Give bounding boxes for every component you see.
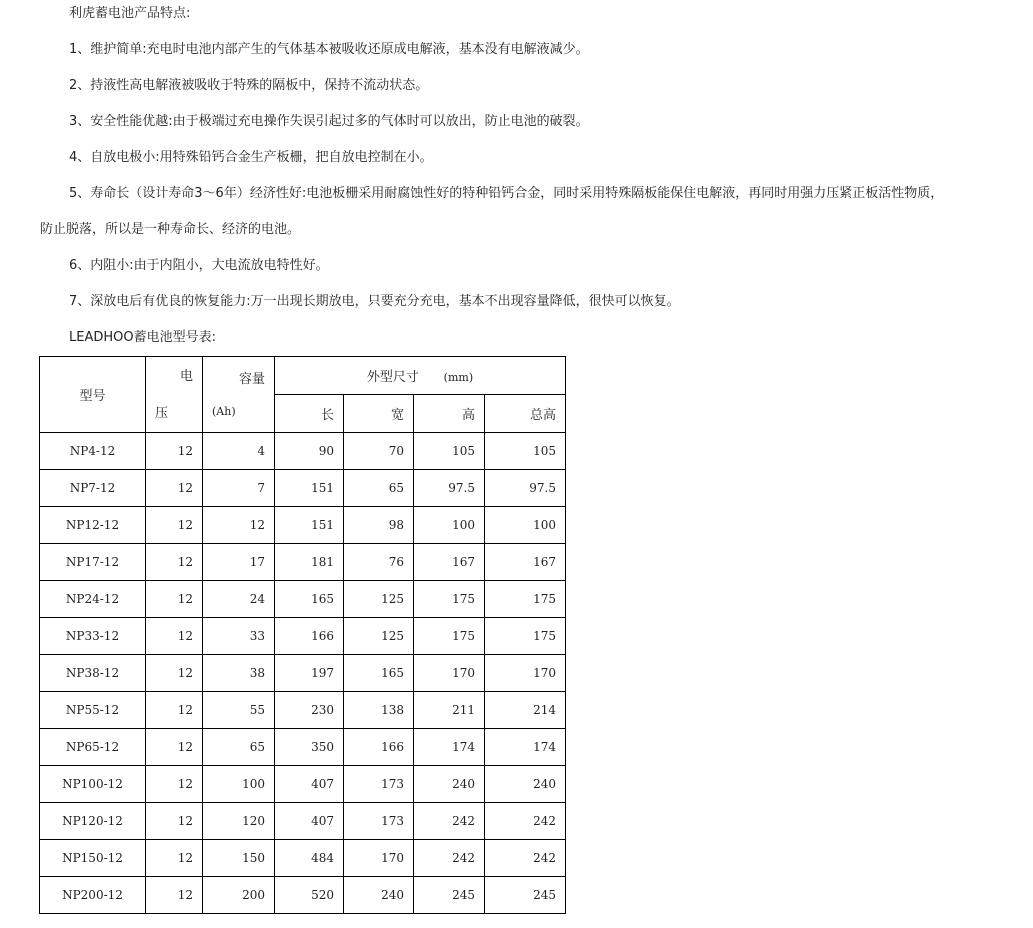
header-capacity: 容量 (Ah) (203, 357, 275, 433)
cell-width: 138 (344, 692, 414, 729)
cell-width: 125 (344, 618, 414, 655)
cell-total-height: 175 (485, 581, 566, 618)
cell-total-height: 167 (485, 544, 566, 581)
cell-length: 181 (275, 544, 344, 581)
cell-model: NP150-12 (40, 840, 146, 877)
table-row (40, 544, 566, 581)
cell-capacity: 4 (203, 433, 275, 470)
cell-total-height: 214 (485, 692, 566, 729)
table-row (40, 803, 566, 840)
cell-model: NP17-12 (40, 544, 146, 581)
table-row (40, 877, 566, 914)
cell-total-height: 175 (485, 618, 566, 655)
cell-voltage: 12 (146, 840, 203, 877)
cell-capacity: 200 (203, 877, 275, 914)
table-row (40, 729, 566, 766)
feature-item: 2、持液性高电解液被吸收于特殊的隔板中，保持不流动状态。 (69, 78, 429, 93)
cell-capacity: 7 (203, 470, 275, 507)
cell-model: NP200-12 (40, 877, 146, 914)
cell-model: NP120-12 (40, 803, 146, 840)
cell-width: 170 (344, 840, 414, 877)
cell-voltage: 12 (146, 803, 203, 840)
cell-length: 151 (275, 507, 344, 544)
cell-height: 242 (414, 840, 485, 877)
cell-total-height: 242 (485, 803, 566, 840)
cell-model: NP33-12 (40, 618, 146, 655)
cell-height: 240 (414, 766, 485, 803)
cell-capacity: 33 (203, 618, 275, 655)
table-row (40, 507, 566, 544)
header-model: 型号 (40, 357, 146, 433)
cell-total-height: 245 (485, 877, 566, 914)
cell-height: 211 (414, 692, 485, 729)
cell-height: 175 (414, 618, 485, 655)
table-row (40, 581, 566, 618)
cell-capacity: 12 (203, 507, 275, 544)
table-row (40, 470, 566, 507)
feature-item: 7、深放电后有优良的恢复能力:万一出现长期放电，只要充分充电，基本不出现容量降低，很快可以恢复。 (69, 294, 680, 309)
cell-model: NP7-12 (40, 470, 146, 507)
cell-model: NP100-12 (40, 766, 146, 803)
cell-total-height: 105 (485, 433, 566, 470)
cell-height: 97.5 (414, 470, 485, 507)
cell-height: 167 (414, 544, 485, 581)
cell-height: 170 (414, 655, 485, 692)
cell-model: NP24-12 (40, 581, 146, 618)
cell-model: NP4-12 (40, 433, 146, 470)
cell-height: 242 (414, 803, 485, 840)
cell-capacity: 100 (203, 766, 275, 803)
cell-voltage: 12 (146, 470, 203, 507)
cell-capacity: 38 (203, 655, 275, 692)
cell-total-height: 242 (485, 840, 566, 877)
feature-item: 4、自放电极小:用特殊铅钙合金生产板栅，把自放电控制在小。 (69, 150, 433, 165)
feature-item: 6、内阻小:由于内阻小，大电流放电特性好。 (69, 258, 329, 273)
cell-width: 166 (344, 729, 414, 766)
cell-voltage: 12 (146, 544, 203, 581)
table-caption: LEADHOO蓄电池型号表: (69, 330, 216, 345)
feature-item: 5、寿命长（设计寿命3～6年）经济性好:电池板栅采用耐腐蚀性好的特种铅钙合金，同时采用特殊隔板能保住电解液，再同时用强力压紧正板活性物质， (69, 186, 944, 201)
cell-voltage: 12 (146, 729, 203, 766)
cell-capacity: 150 (203, 840, 275, 877)
feature-item-continuation: 防止脱落，所以是一种寿命长、经济的电池。 (40, 222, 301, 237)
cell-width: 70 (344, 433, 414, 470)
cell-length: 151 (275, 470, 344, 507)
features-heading: 利虎蓄电池产品特点: (69, 6, 191, 21)
table-row (40, 766, 566, 803)
cell-capacity: 55 (203, 692, 275, 729)
cell-total-height: 240 (485, 766, 566, 803)
table-body (40, 433, 566, 914)
feature-item: 3、安全性能优越:由于极端过充电操作失误引起过多的气体时可以放出，防止电池的破裂。 (69, 114, 589, 129)
table-row (40, 618, 566, 655)
cell-capacity: 65 (203, 729, 275, 766)
header-length: 长 (275, 395, 344, 433)
cell-width: 173 (344, 803, 414, 840)
cell-voltage: 12 (146, 507, 203, 544)
table-row (40, 692, 566, 729)
cell-total-height: 170 (485, 655, 566, 692)
cell-length: 350 (275, 729, 344, 766)
cell-capacity: 120 (203, 803, 275, 840)
header-width: 宽 (344, 395, 414, 433)
cell-width: 240 (344, 877, 414, 914)
cell-length: 484 (275, 840, 344, 877)
cell-height: 175 (414, 581, 485, 618)
cell-voltage: 12 (146, 692, 203, 729)
cell-voltage: 12 (146, 581, 203, 618)
cell-width: 165 (344, 655, 414, 692)
cell-height: 245 (414, 877, 485, 914)
battery-model-table (39, 356, 566, 914)
cell-length: 407 (275, 766, 344, 803)
cell-model: NP55-12 (40, 692, 146, 729)
cell-width: 65 (344, 470, 414, 507)
table-header-row (40, 357, 566, 395)
cell-width: 125 (344, 581, 414, 618)
table-row (40, 840, 566, 877)
cell-width: 98 (344, 507, 414, 544)
cell-capacity: 17 (203, 544, 275, 581)
header-total-height: 总高 (485, 395, 566, 433)
cell-width: 76 (344, 544, 414, 581)
cell-model: NP12-12 (40, 507, 146, 544)
table-row (40, 655, 566, 692)
table-row (40, 433, 566, 470)
cell-model: NP38-12 (40, 655, 146, 692)
cell-length: 197 (275, 655, 344, 692)
cell-length: 166 (275, 618, 344, 655)
cell-voltage: 12 (146, 618, 203, 655)
cell-voltage: 12 (146, 766, 203, 803)
cell-width: 173 (344, 766, 414, 803)
cell-model: NP65-12 (40, 729, 146, 766)
header-voltage: 电 压 (146, 357, 203, 433)
header-dimensions: 外型尺寸 (mm) (275, 357, 566, 395)
cell-length: 90 (275, 433, 344, 470)
header-height: 高 (414, 395, 485, 433)
cell-length: 520 (275, 877, 344, 914)
feature-item: 1、维护简单:充电时电池内部产生的气体基本被吸收还原成电解液，基本没有电解液减少。 (69, 42, 589, 57)
cell-length: 165 (275, 581, 344, 618)
cell-voltage: 12 (146, 877, 203, 914)
cell-height: 100 (414, 507, 485, 544)
cell-total-height: 100 (485, 507, 566, 544)
cell-height: 105 (414, 433, 485, 470)
cell-height: 174 (414, 729, 485, 766)
cell-voltage: 12 (146, 655, 203, 692)
cell-voltage: 12 (146, 433, 203, 470)
cell-total-height: 174 (485, 729, 566, 766)
cell-length: 230 (275, 692, 344, 729)
cell-capacity: 24 (203, 581, 275, 618)
cell-length: 407 (275, 803, 344, 840)
cell-total-height: 97.5 (485, 470, 566, 507)
